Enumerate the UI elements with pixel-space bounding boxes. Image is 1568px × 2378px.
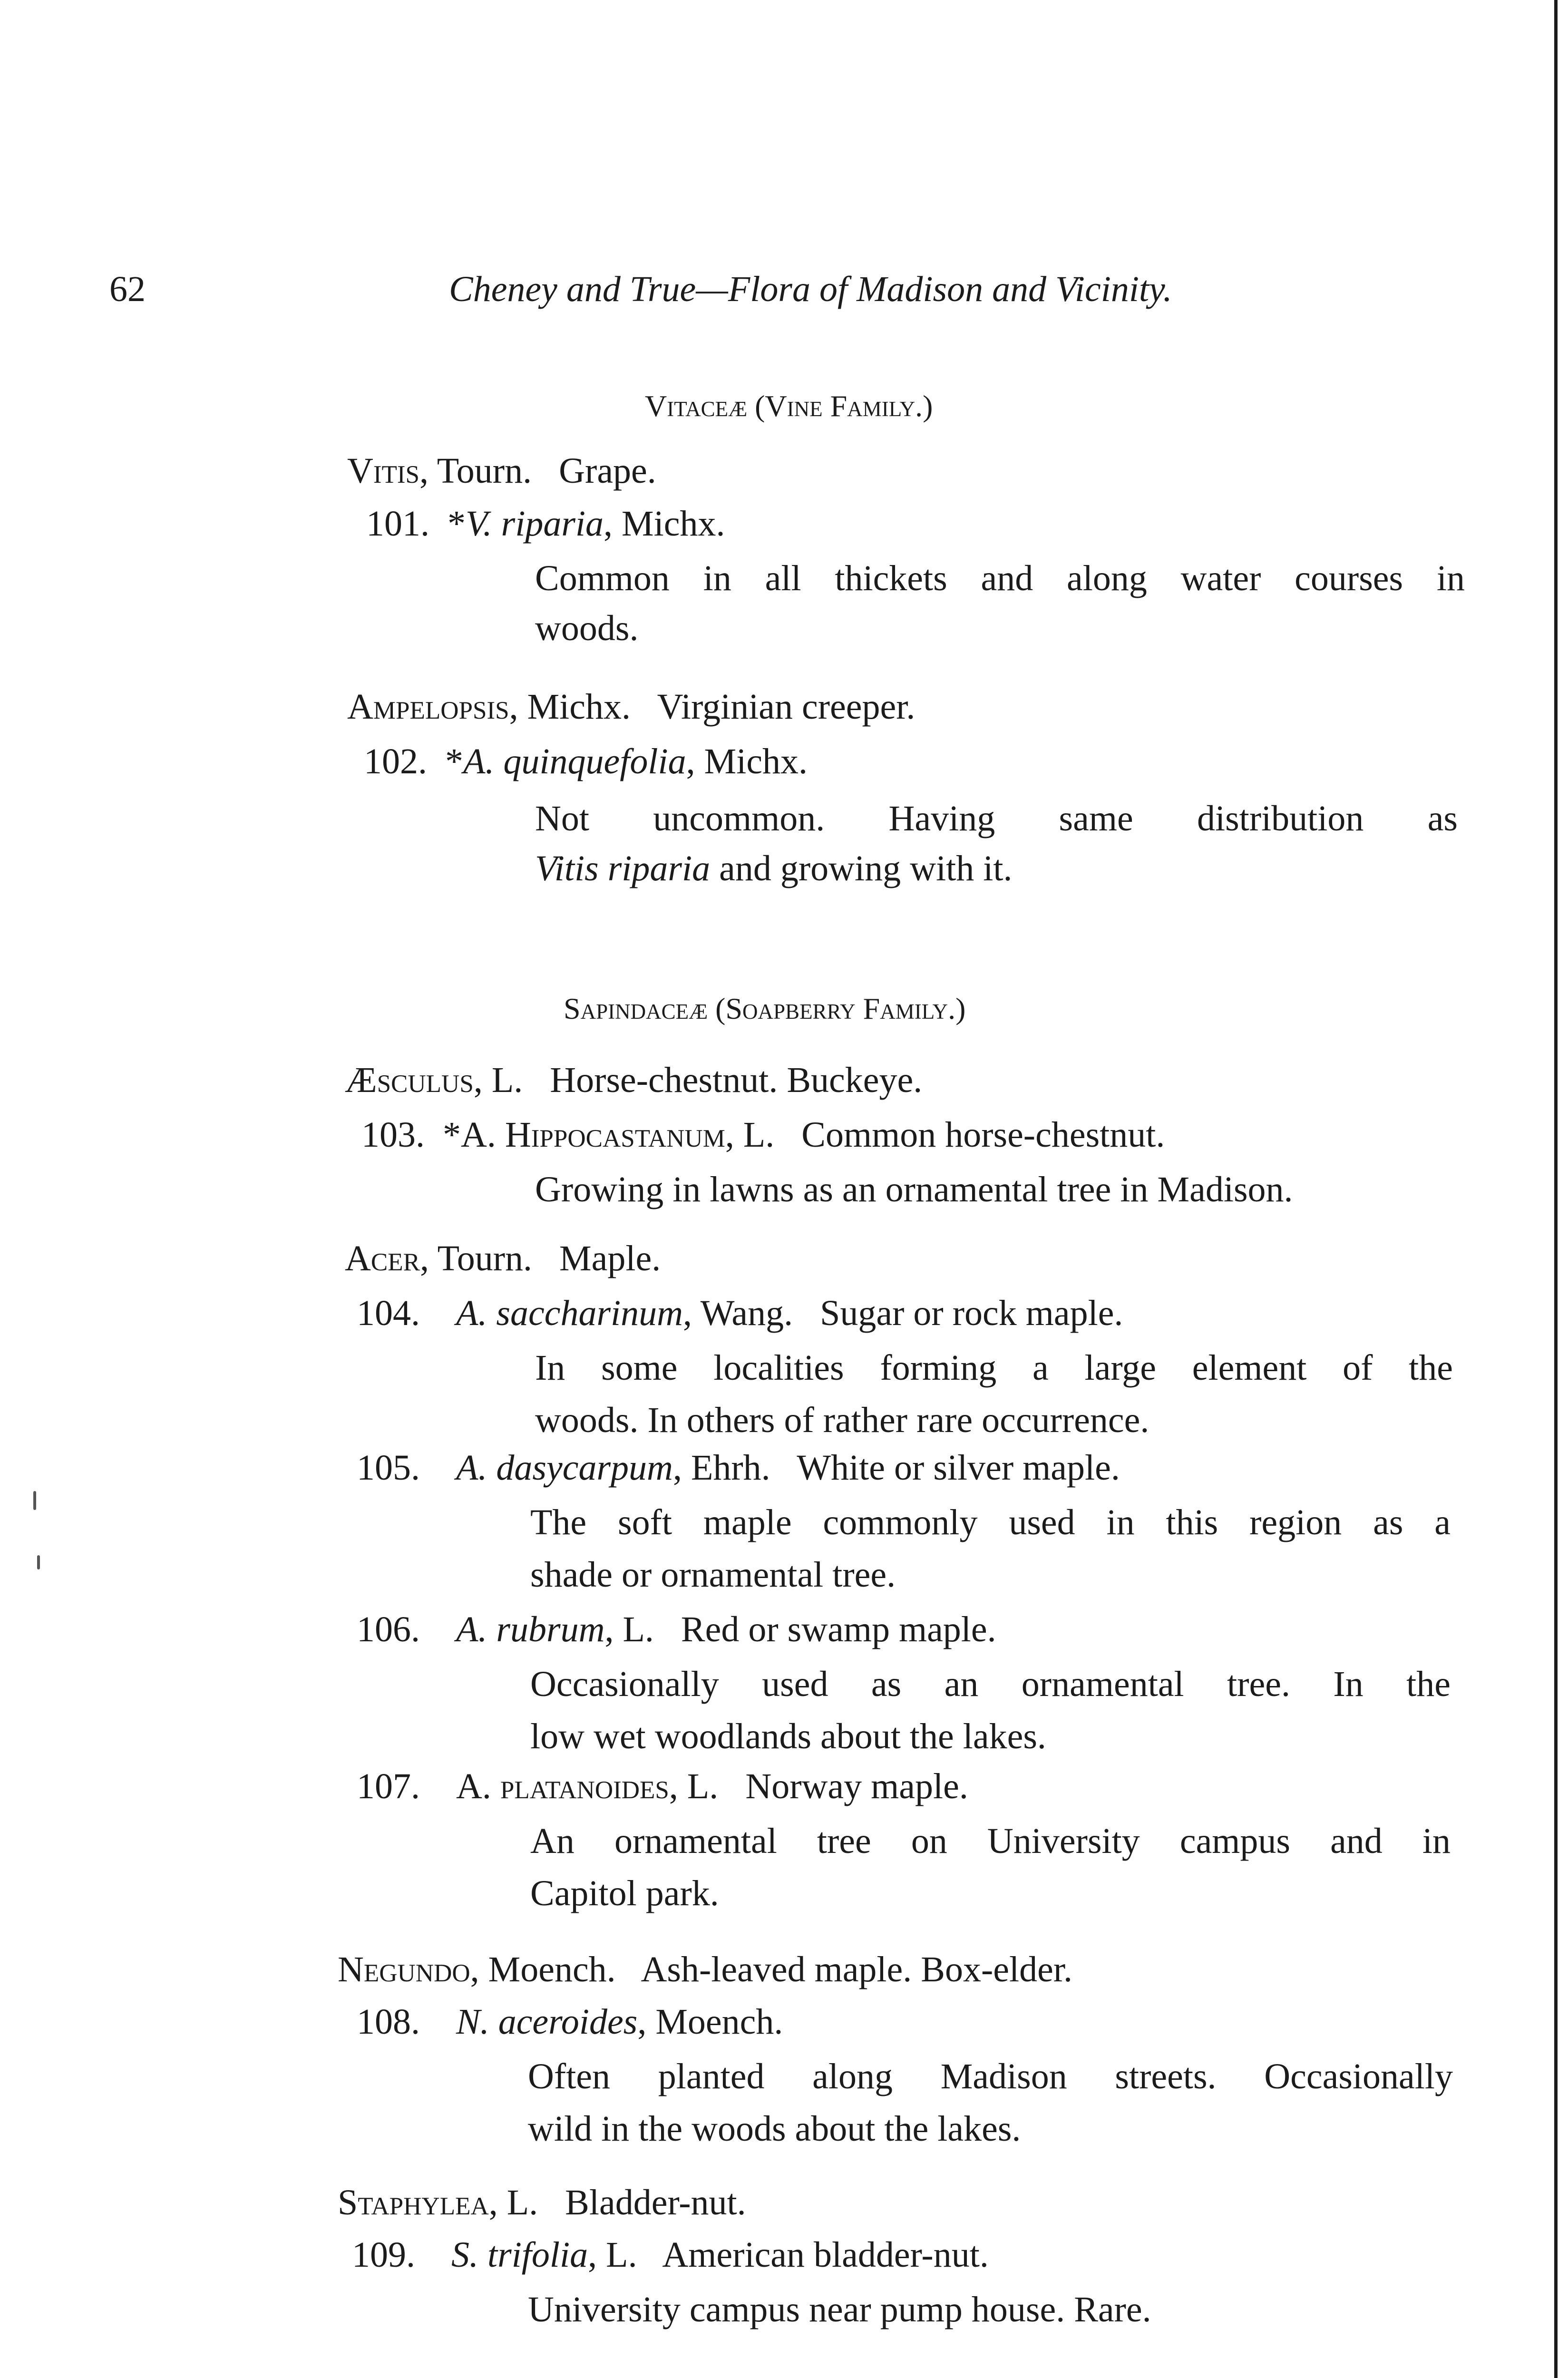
cross-reference: Vitis riparia xyxy=(535,848,711,888)
species-author: Michx. xyxy=(704,741,808,781)
species-name: A. platanoides xyxy=(456,1766,669,1806)
genus-name: Acer xyxy=(345,1238,420,1278)
species-number: 108. xyxy=(357,2002,420,2042)
species-name: N. aceroides xyxy=(456,2002,638,2042)
genus-author: L. xyxy=(506,2183,538,2222)
family-name: Sapindaceæ xyxy=(564,992,708,1025)
genus-name: Ampelopsis xyxy=(347,687,509,727)
species-name: V. riparia xyxy=(466,504,604,544)
species-name: A. rubrum xyxy=(456,1609,605,1649)
species-note: woods. In others of rather rare occurrence. xyxy=(535,1400,1149,1440)
genus-author: Tourn. xyxy=(437,451,532,491)
species-name: A. dasycarpum xyxy=(456,1448,673,1488)
species-106: 106. A. rubrum, L. Red or swamp maple. xyxy=(357,1609,996,1649)
species-number: 102. xyxy=(364,741,427,781)
species-note: Not uncommon. Having same distribution as xyxy=(535,799,1458,838)
species-101: 101. *V. riparia, Michx. xyxy=(366,504,725,544)
species-note: Common in all thickets and along water courses in xyxy=(535,558,1465,598)
species-108: 108. N. aceroides, Moench. xyxy=(357,2002,783,2042)
species-note: Capitol park. xyxy=(530,1873,719,1913)
genus-common-name: Virginian creeper. xyxy=(657,687,915,727)
species-107: 107. A. platanoides, L. Norway maple. xyxy=(357,1766,968,1806)
species-name: A. quinquefolia xyxy=(463,741,686,781)
running-title: Cheney and True—Flora of Madison and Vicinity. xyxy=(449,269,1172,309)
species-102: 102. *A. quinquefolia, Michx. xyxy=(364,741,808,781)
genus-staphylea: Staphylea, L. Bladder-nut. xyxy=(338,2183,746,2222)
species-number: 105. xyxy=(357,1448,420,1488)
genus-name: Vitis xyxy=(347,451,420,491)
species-common-name: American bladder-nut. xyxy=(662,2235,989,2275)
family-common-name: (Vine Family.) xyxy=(755,389,933,423)
genus-name: Negundo xyxy=(338,1949,470,1989)
species-author: L. xyxy=(606,2235,637,2275)
species-author: Moench. xyxy=(655,2002,783,2042)
genus-name: Æsculus xyxy=(345,1060,474,1100)
species-author: L. xyxy=(623,1609,654,1649)
species-author: Michx. xyxy=(622,504,725,544)
genus-aesculus: Æsculus, L. Horse-chestnut. Buckeye. xyxy=(345,1060,923,1100)
species-common-name: Red or swamp maple. xyxy=(681,1609,996,1649)
species-author: Ehrh. xyxy=(691,1448,770,1488)
species-common-name: Common horse-chestnut. xyxy=(801,1115,1165,1155)
asterisk-mark: * xyxy=(445,741,463,781)
species-name: A. saccharinum xyxy=(456,1293,683,1333)
species-104: 104. A. saccharinum, Wang. Sugar or rock maple. xyxy=(357,1293,1123,1333)
species-common-name: White or silver maple. xyxy=(797,1448,1120,1488)
species-103: 103. *A. Hippocastanum, L. Common horse-chestnut. xyxy=(361,1115,1165,1155)
page-number: 62 xyxy=(109,269,146,309)
species-number: 104. xyxy=(357,1293,420,1333)
species-note: Growing in lawns as an ornamental tree in Madison. xyxy=(535,1170,1293,1209)
species-number: 107. xyxy=(357,1766,420,1806)
species-note: University campus near pump house. Rare. xyxy=(528,2290,1151,2329)
species-name: A. Hippocastanum xyxy=(461,1115,725,1155)
genus-name: Staphylea xyxy=(338,2183,489,2222)
asterisk-mark: * xyxy=(443,1115,461,1155)
species-number: 101. xyxy=(366,504,429,544)
species-note: An ornamental tree on University campus and in xyxy=(530,1821,1451,1861)
asterisk-mark: * xyxy=(448,504,466,544)
species-note: wild in the woods about the lakes. xyxy=(528,2109,1021,2149)
genus-common-name: Ash-leaved maple. Box-elder. xyxy=(641,1949,1072,1989)
family-common-name: (Soapberry Family.) xyxy=(715,992,966,1025)
genus-negundo: Negundo, Moench. Ash-leaved maple. Box-elder. xyxy=(338,1949,1072,1989)
species-109: 109. S. trifolia, L. American bladder-nut. xyxy=(352,2235,989,2275)
species-note: shade or ornamental tree. xyxy=(530,1555,896,1595)
species-note: Vitis riparia and growing with it. xyxy=(535,848,1013,888)
scan-speck xyxy=(33,1491,36,1510)
species-number: 109. xyxy=(352,2235,415,2275)
species-number: 103. xyxy=(361,1115,425,1155)
family-name: Vitaceæ xyxy=(645,389,748,423)
species-number: 106. xyxy=(357,1609,420,1649)
genus-author: Moench. xyxy=(488,1949,616,1989)
genus-vitis: Vitis, Tourn. Grape. xyxy=(347,451,656,491)
species-note: Often planted along Madison streets. Occasionally xyxy=(528,2056,1453,2096)
genus-acer: Acer, Tourn. Maple. xyxy=(345,1238,661,1278)
genus-common-name: Bladder-nut. xyxy=(565,2183,746,2222)
genus-author: Tourn. xyxy=(437,1238,533,1278)
species-author: L. xyxy=(687,1766,719,1806)
species-note: low wet woodlands about the lakes. xyxy=(530,1716,1046,1756)
species-note: Occasionally used as an ornamental tree. In the xyxy=(530,1664,1451,1704)
genus-common-name: Horse-chestnut. Buckeye. xyxy=(550,1060,923,1100)
family-heading-vitaceae xyxy=(645,384,933,428)
species-note: The soft maple commonly used in this region as a xyxy=(530,1502,1451,1542)
species-author: Wang. xyxy=(700,1293,793,1333)
species-note: woods. xyxy=(535,608,639,648)
genus-common-name: Grape. xyxy=(559,451,656,491)
genus-author: Michx. xyxy=(527,687,631,727)
scan-edge-right xyxy=(1554,0,1558,2378)
genus-author: L. xyxy=(491,1060,523,1100)
species-common-name: Sugar or rock maple. xyxy=(820,1293,1123,1333)
species-105: 105. A. dasycarpum, Ehrh. White or silver maple. xyxy=(357,1448,1120,1488)
species-author: L. xyxy=(743,1115,775,1155)
scan-speck xyxy=(37,1555,40,1569)
genus-common-name: Maple. xyxy=(559,1238,661,1278)
species-name: S. trifolia xyxy=(451,2235,588,2275)
family-heading-sapindaceae xyxy=(564,987,965,1031)
species-note: In some localities forming a large element of the xyxy=(535,1348,1453,1388)
genus-ampelopsis: Ampelopsis, Michx. Virginian creeper. xyxy=(347,687,915,727)
species-common-name: Norway maple. xyxy=(745,1766,968,1806)
